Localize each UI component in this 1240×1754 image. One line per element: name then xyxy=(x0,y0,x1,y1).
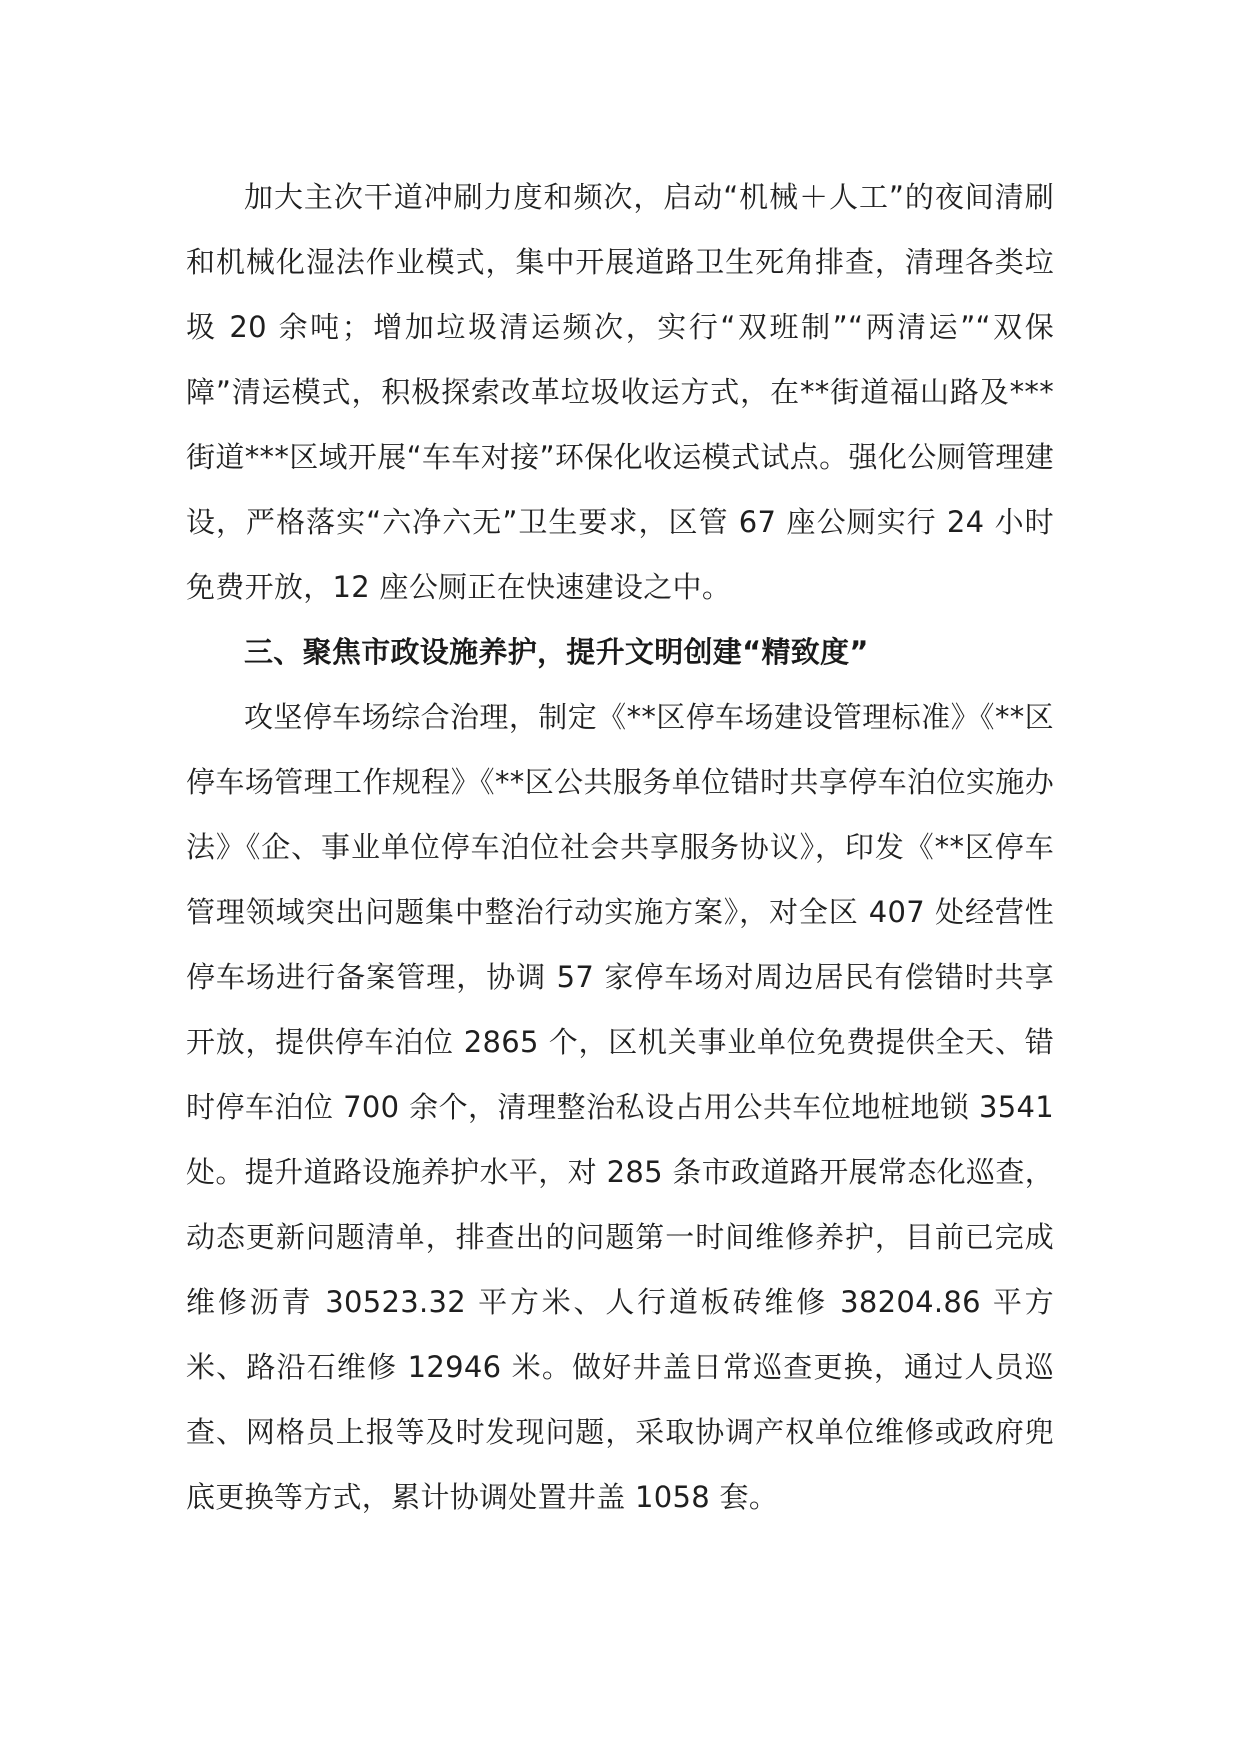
document-page xyxy=(186,165,1054,1530)
paragraph-municipal-facilities: 攻坚停车场综合治理，制定《**区停车场建设管理标准》《**区停车场管理工作规程》《**区公共服务单位错时共享停车泊位实施办法》《企、事业单位停车泊位社会共享服务协议》，印发《**区停车管理领域突出问题集中整治行动实施方案》，对全区 407 处经营性停车场进行备案管理，协调 57 家停车场对周边居民有偿错时共享开放，提供停车泊位 2865 个，区机关事业单位免费提供全天、错时停车泊位 700 余个，清理整治私设占用公共车位地桩地锁 3541 处。提升道路设施养护水平，对 285 条市政道路开展常态化巡查，动态更新问题清单，排查出的问题第一时间维修养护，目前已完成维修沥青 30523.32 平方米、人行道板砖维修 38204.86 平方米、路沿石维修 12946 米。做好井盖日常巡查更换，通过人员巡查、网格员上报等及时发现问题，采取协调产权单位维修或政府兜底更换等方式，累计协调处置井盖 1058 套。 xyxy=(186,700,1054,1514)
section-heading-3: 三、聚焦市政设施养护，提升文明创建“精致度” xyxy=(244,635,869,669)
paragraph-sanitation: 加大主次干道冲刷力度和频次，启动“机械＋人工”的夜间清刷和机械化湿法作业模式，集中开展道路卫生死角排查，清理各类垃圾 20 余吨；增加垃圾清运频次，实行“双班制”“两清运”“双保障”清运模式，积极探索改革垃圾收运方式，在**街道福山路及***街道***区域开展“车车对接”环保化收运模式试点。强化公厕管理建设，严格落实“六净六无”卫生要求，区管 67 座公厕实行 24 小时免费开放，12 座公厕正在快速建设之中。 xyxy=(186,180,1054,604)
